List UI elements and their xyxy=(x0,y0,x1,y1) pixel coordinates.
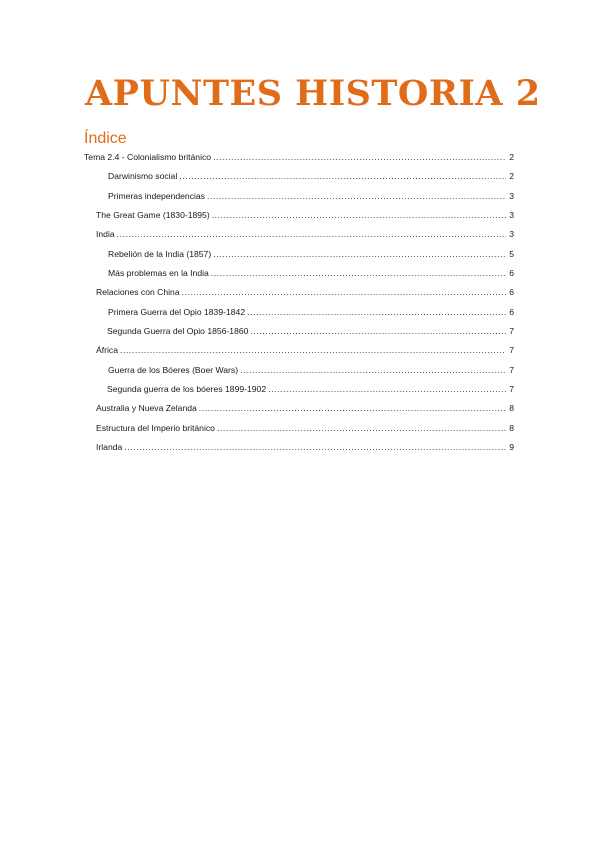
toc-entry[interactable] xyxy=(84,383,514,402)
toc-entry[interactable] xyxy=(84,248,514,267)
toc-leader xyxy=(179,170,506,182)
toc-leader xyxy=(217,422,506,434)
toc-leader xyxy=(124,441,506,453)
toc-page-number: 7 xyxy=(509,326,514,337)
toc-entry[interactable] xyxy=(84,422,514,441)
toc-entry[interactable] xyxy=(84,441,514,460)
toc-entry[interactable] xyxy=(84,170,514,189)
toc-entry[interactable] xyxy=(84,344,514,363)
toc-leader xyxy=(240,364,506,376)
toc-entry-label: Primeras independencias xyxy=(108,190,205,201)
toc-entry[interactable] xyxy=(84,364,514,383)
toc-entry-label: Darwinismo social xyxy=(108,171,178,182)
toc-page-number: 5 xyxy=(509,248,514,259)
toc-entry-label: Tema 2.4 - Colonialismo británico xyxy=(84,152,212,162)
toc-page-number: 3 xyxy=(509,190,514,201)
toc-entry[interactable] xyxy=(84,402,514,421)
toc-leader xyxy=(213,151,506,163)
toc-entry[interactable] xyxy=(84,286,514,305)
toc-page-number: 6 xyxy=(509,268,514,279)
toc-entry-label: África xyxy=(96,345,118,356)
table-of-contents xyxy=(84,151,514,461)
toc-leader xyxy=(247,306,506,318)
toc-leader xyxy=(120,344,506,356)
toc-entry[interactable] xyxy=(84,151,514,170)
toc-entry-label: Rebelión de la India (1857) xyxy=(108,248,212,259)
toc-page-number: 2 xyxy=(509,152,514,162)
toc-entry[interactable] xyxy=(84,306,514,325)
toc-entry-label: Irlanda xyxy=(96,442,123,453)
toc-entry-label: Australia y Nueva Zelanda xyxy=(96,403,197,414)
toc-page-number: 8 xyxy=(509,403,514,414)
toc-entry-label: Segunda guerra de los bóeres 1899-1902 xyxy=(107,384,267,395)
toc-page-number: 6 xyxy=(509,306,514,317)
toc-entry-label: Guerra de los Bóeres (Boer Wars) xyxy=(108,364,239,375)
toc-entry-label: Más problemas en la India xyxy=(108,268,209,279)
toc-entry[interactable] xyxy=(84,325,514,344)
toc-entry[interactable] xyxy=(84,228,514,247)
toc-entry[interactable] xyxy=(84,267,514,286)
toc-leader xyxy=(211,267,506,279)
toc-leader xyxy=(182,286,506,298)
toc-entry-label: Estructura del Imperio británico xyxy=(96,422,215,433)
toc-leader xyxy=(250,325,506,337)
toc-page-number: 8 xyxy=(509,422,514,433)
toc-page-number: 7 xyxy=(509,384,514,395)
document-title: APUNTES HISTORIA 2 xyxy=(85,73,541,114)
toc-leader xyxy=(212,209,506,221)
toc-entry[interactable] xyxy=(84,209,514,228)
toc-page-number: 6 xyxy=(509,287,514,298)
toc-entry-label: The Great Game (1830-1895) xyxy=(96,210,210,221)
toc-page-number: 3 xyxy=(509,210,514,221)
toc-page-number: 2 xyxy=(509,171,514,182)
toc-leader xyxy=(207,190,506,202)
toc-entry-label: Segunda Guerra del Opio 1856-1860 xyxy=(107,326,249,337)
toc-page-number: 7 xyxy=(509,364,514,375)
toc-entry-label: India xyxy=(96,229,115,240)
toc-leader xyxy=(117,228,506,240)
toc-entry-label: Relaciones con China xyxy=(96,287,180,298)
toc-page-number: 7 xyxy=(509,345,514,356)
toc-leader xyxy=(268,383,506,395)
toc-leader xyxy=(213,248,506,260)
toc-entry-label: Primera Guerra del Opio 1839-1842 xyxy=(108,306,246,317)
toc-heading: Índice xyxy=(84,130,127,147)
toc-page-number: 3 xyxy=(509,229,514,240)
toc-leader xyxy=(199,402,506,414)
toc-page-number: 9 xyxy=(509,442,514,453)
toc-entry[interactable] xyxy=(84,190,514,209)
